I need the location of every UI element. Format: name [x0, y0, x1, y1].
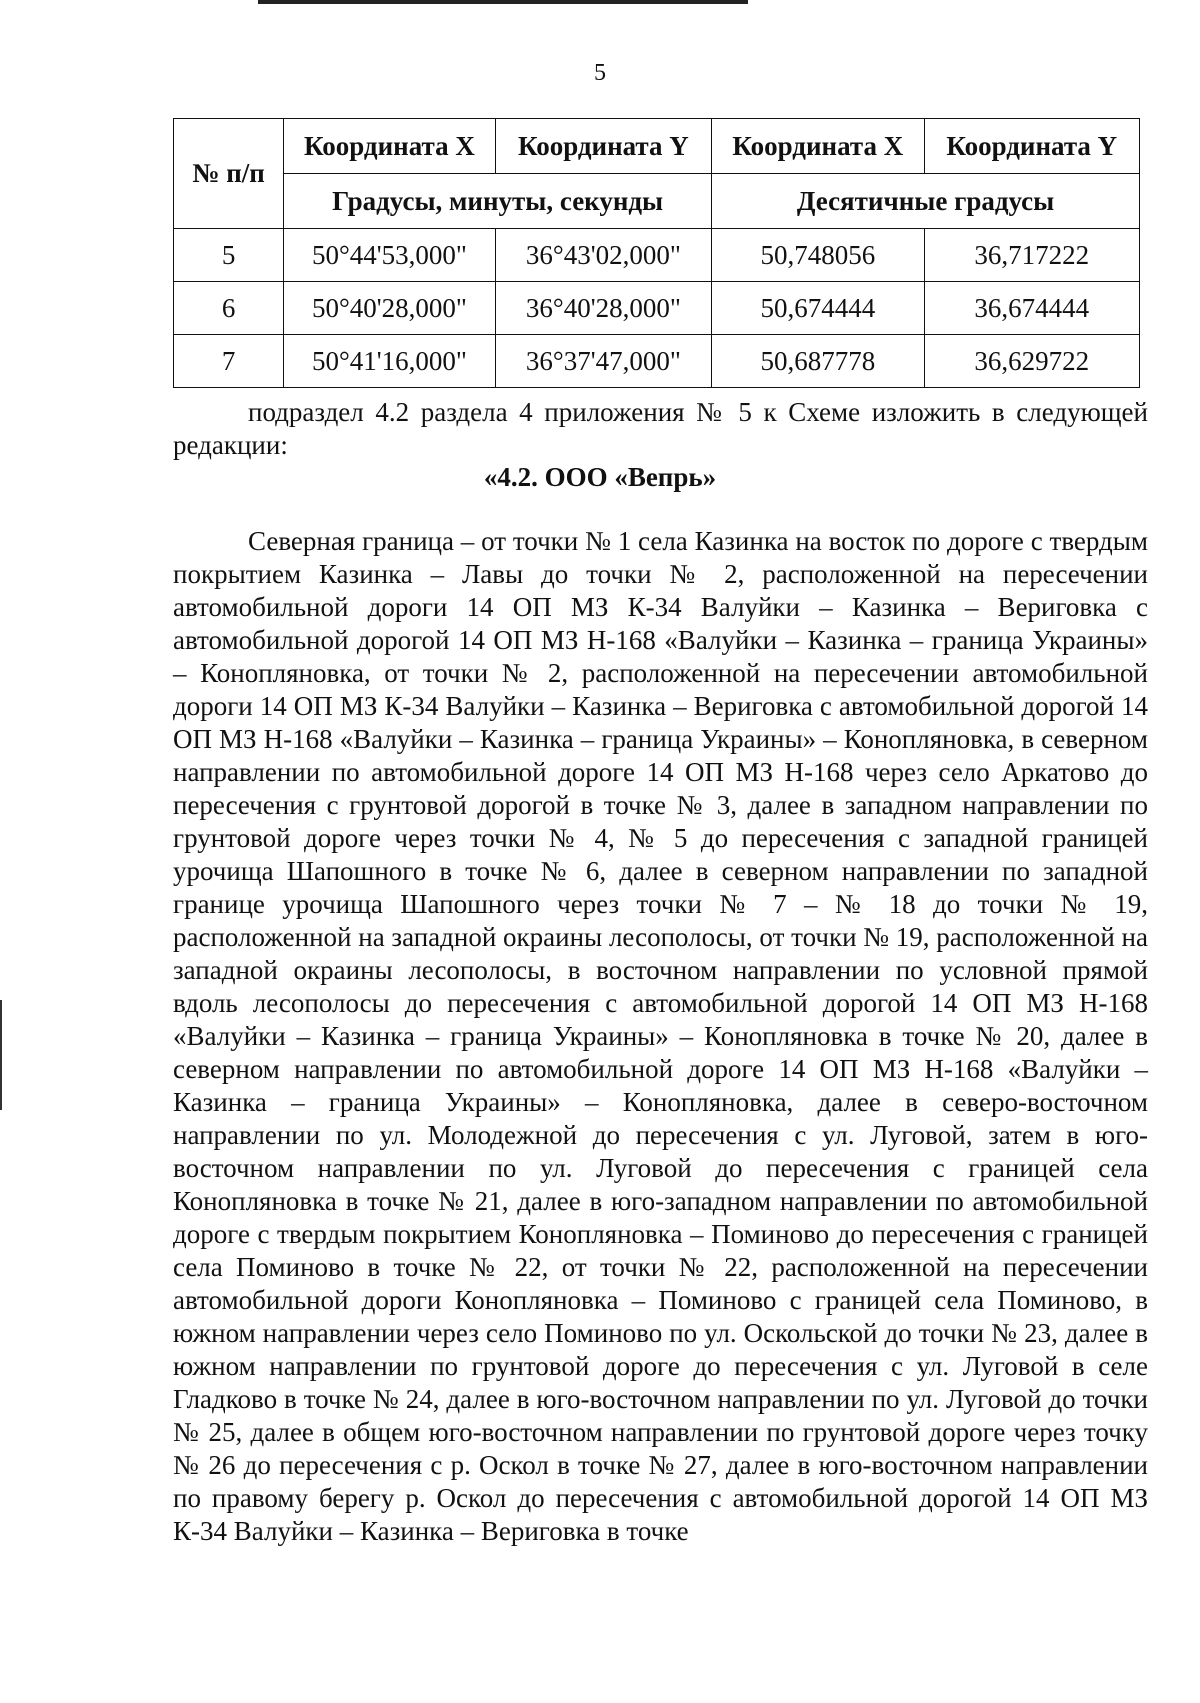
- header-coord-x-decimal: Координата X: [712, 119, 924, 174]
- table-cell: 36°37'47,000": [495, 335, 711, 388]
- table-cell: 50°44'53,000": [284, 229, 495, 282]
- table-cell: 50,748056: [712, 229, 924, 282]
- header-decimal: Десятичные градусы: [712, 174, 1140, 229]
- scan-edge-mark: [0, 1000, 2, 1110]
- header-coord-x-dms: Координата X: [284, 119, 495, 174]
- header-number: № п/п: [174, 119, 284, 229]
- intro-paragraph: подраздел 4.2 раздела 4 приложения № 5 к Схеме изложить в следующей редакции:: [173, 397, 1148, 460]
- body-paragraph: Северная граница – от точки № 1 села Казинка на восток по дороге с твердым покрытием Казинка – Лавы до точки № 2, расположенной на пересечении автомобильной дороги 14 ОП МЗ К-34 Валуйки – Казинка – Вериговка с автомобильной дорогой 14 ОП МЗ Н-168 «Валуйки – Казинка – граница Украины» – Конопляновка, от точки № 2, расположенной на пересечении автомобильной дороги 14 ОП МЗ К-34 Валуйки – Казинка – Вериговка с автомобильной дорогой 14 ОП МЗ Н-168 «Валуйки – Казинка – граница Украины» – Конопляновка, в северном направлении по автомобильной дороге 14 ОП МЗ Н-168 через село Аркатово до пересечения с грунтовой дорогой в точке № 3, далее в западном направлении по грунтовой дороге через точки № 4, № 5 до пересечения с западной границей урочища Шапошного в точке № 6, далее в северном направлении по западной границе урочища Шапошного через точки № 7 – № 18 до точки № 19, расположенной на западной окраины лесополосы, от точки № 19, расположенной на западной окраины лесополосы, в восточном направлении по условной прямой вдоль лесополосы до пересечения с автомобильной дорогой 14 ОП МЗ Н-168 «Валуйки – Казинка – граница Украины» – Конопляновка в точке № 20, далее в северном направлении по автомобильной дороге 14 ОП МЗ Н-168 «Валуйки – Казинка – граница Украины» – Конопляновка, далее в северо-восточном направлении по ул. Молодежной до пересечения с ул. Луговой, затем в юго-восточном направлении по ул. Луговой до пересечения с границей села Конопляновка в точке № 21, далее в юго-западном направлении по автомобильной дороге с твердым покрытием Конопляновка – Поминово до пересечения с границей села Поминово в точке № 22, от точки № 22, расположенной на пересечении автомобильной дороги Конопляновка – Поминово с границей села Поминово, в южном направлении через село Поминово по ул. Оскольской до точки № 23, далее в южном направлении по грунтовой дороге до пересечения с ул. Луговой в селе Гладково в точке № 24, далее в юго-восточном направлении по ул. Луговой до точки № 25, далее в общем юго-восточном направлении по грунтовой дороге через точку № 26 до пересечения с р. Оскол в точке № 27, далее в юго-восточном направлении по правому берегу р. Оскол до пересечения с автомобильной дорогой 14 ОП МЗ К-34 Валуйки – Казинка – Вериговка в точке: [173, 526, 1148, 1546]
- table-cell: 50°41'16,000": [284, 335, 495, 388]
- table-subheader-row: [174, 174, 1140, 229]
- header-coord-y-decimal: Координата Y: [924, 119, 1139, 174]
- table-cell: 7: [174, 335, 284, 388]
- table-cell: 36,629722: [924, 335, 1139, 388]
- table-cell: 50,674444: [712, 282, 924, 335]
- table-cell: 6: [174, 282, 284, 335]
- table-cell: 36°40'28,000": [495, 282, 711, 335]
- table-cell: 36,717222: [924, 229, 1139, 282]
- header-coord-y-dms: Координата Y: [495, 119, 711, 174]
- header-dms: Градусы, минуты, секунды: [284, 174, 712, 229]
- scan-edge-line: [258, 0, 748, 4]
- table-row: [174, 229, 1140, 282]
- table-cell: 50,687778: [712, 335, 924, 388]
- table-row: [174, 335, 1140, 388]
- table-cell: 5: [174, 229, 284, 282]
- table-cell: 36,674444: [924, 282, 1139, 335]
- table-cell: 36°43'02,000": [495, 229, 711, 282]
- coordinates-table: [173, 118, 1140, 388]
- table-row: [174, 282, 1140, 335]
- table-header-row: [174, 119, 1140, 174]
- table-cell: 50°40'28,000": [284, 282, 495, 335]
- page-number: 5: [594, 60, 606, 86]
- section-title: «4.2. ООО «Вепрь»: [483, 462, 717, 492]
